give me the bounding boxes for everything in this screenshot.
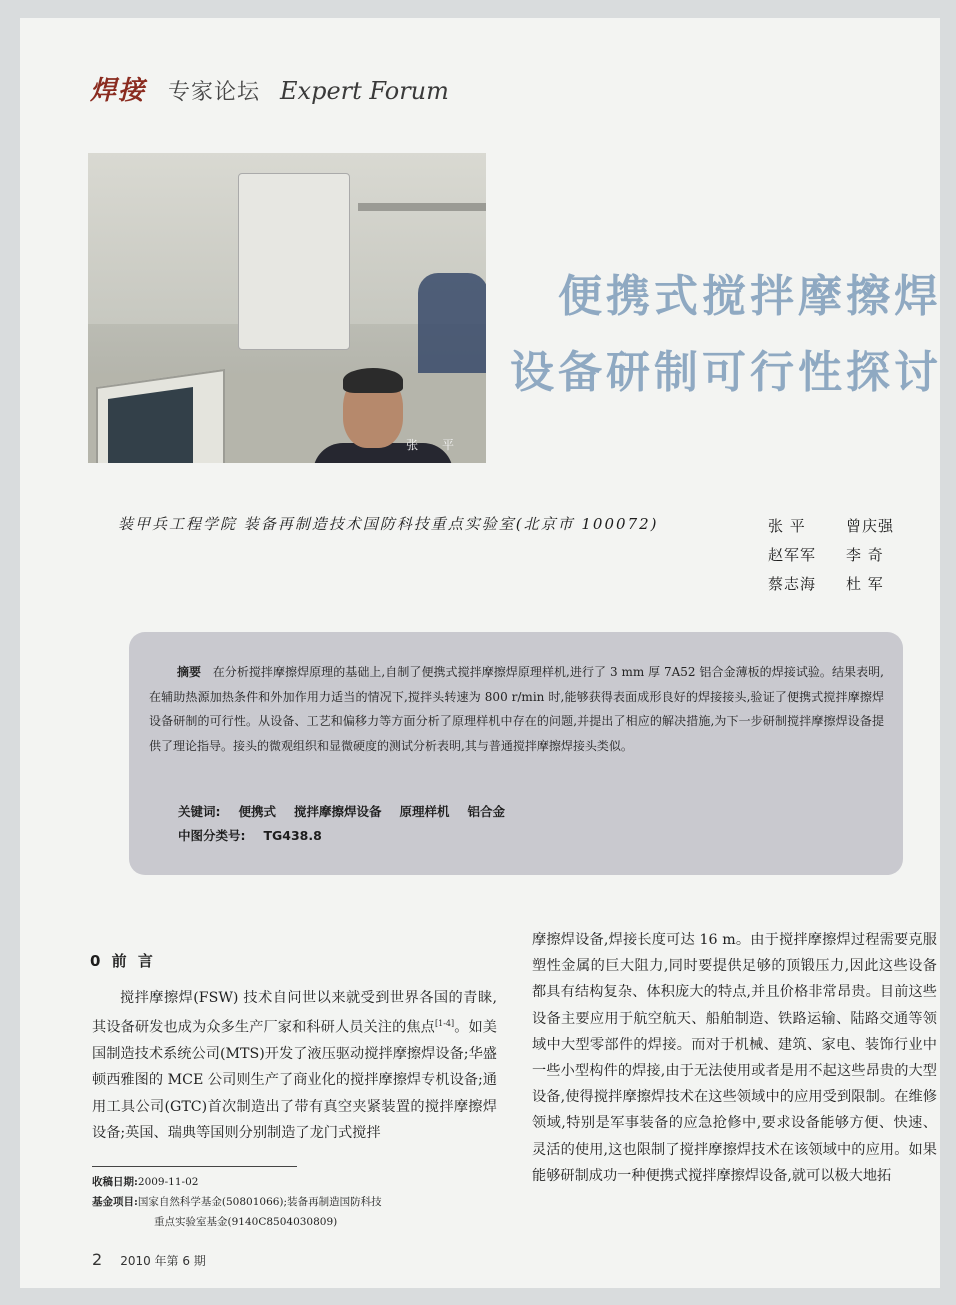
clc-code: TG438.8 <box>263 828 322 843</box>
body-left-text-1: 搅拌摩擦焊(FSW) 技术自问世以来就受到世界各国的青睐,其设备研发也成为众多生产厂家和科研人员关注的焦点 <box>92 990 497 1036</box>
footnote <box>92 1172 382 1232</box>
photo-caption: 张 平 <box>406 438 464 452</box>
received-label: 收稿日期: <box>92 1176 138 1188</box>
abstract-label: 摘要 <box>177 665 202 679</box>
author-name: 张 平 <box>768 517 806 535</box>
received-date: 2009-11-02 <box>137 1176 199 1188</box>
keyword: 便携式 <box>238 804 276 819</box>
author-row <box>768 512 916 541</box>
author-name: 赵军军 <box>768 546 817 564</box>
abstract-body: 在分析搅拌摩擦焊原理的基础上,自制了便携式搅拌摩擦焊原理样机,进行了 3 mm 厚 7A52 铝合金薄板的焊接试验。结果表明,在辅助热源加热条件和外加作用力适当的情况下,搅拌头转速为 800 r/min 时,能够获得表面成形良好的焊接接头,验证了便携式搅拌摩擦焊设备研制的可行性。从设备、工艺和偏移力等方面分析了原理样机中存在的问题,并提出了相应的解决措施,为下一步研制搅拌摩擦焊设备提供了理论指导。接头的微观组织和显微硬度的测试分析表明,其与普通搅拌摩擦焊接头类似。 <box>149 665 884 753</box>
issue-label: 2010 年第 6 期 <box>120 1254 206 1268</box>
page-footer <box>92 1250 206 1269</box>
section-heading: 0 前 言 <box>90 952 156 970</box>
title-line-2: 设备研制可行性探讨 <box>510 347 942 398</box>
abstract-box <box>129 632 903 875</box>
article-title <box>510 268 942 402</box>
photo-shelf <box>358 203 486 211</box>
page-number: 2 <box>92 1250 103 1269</box>
column-name-en: Expert Forum <box>280 77 449 105</box>
keywords-line <box>178 800 505 824</box>
author-name: 蔡志海 <box>768 575 817 593</box>
photo-screen <box>108 387 193 463</box>
keywords-label: 关键词: <box>178 804 221 819</box>
clc-label: 中图分类号: <box>178 828 246 843</box>
keyword: 铝合金 <box>467 804 505 819</box>
photo-microscope <box>238 173 350 350</box>
body-left-column <box>92 985 497 1146</box>
fund-text-1: 国家自然科学基金(50801066);装备再制造国防科技 <box>137 1196 382 1208</box>
journal-logo: 焊接 <box>90 76 147 106</box>
body-left-text-2: 。如美国制造技术系统公司(MTS)开发了液压驱动搅拌摩擦焊设备;华盛顿西雅图的 MCE 公司则生产了商业化的搅拌摩擦焊专机设备;通用工具公司(GTC)首次制造出了带有真空夹紧装置的搅拌摩擦焊设备;英国、瑞典等国则分别制造了龙门式搅拌 <box>92 1019 497 1141</box>
column-name: 专家论坛 <box>168 80 261 105</box>
keyword: 搅拌摩擦焊设备 <box>293 804 382 819</box>
author-name: 李 奇 <box>846 546 884 564</box>
keyword: 原理样机 <box>399 804 450 819</box>
author-row <box>768 541 916 570</box>
fund-line <box>92 1192 382 1212</box>
citation-ref: [1-4] <box>434 1019 455 1029</box>
author-row <box>768 570 916 599</box>
author-photo <box>88 153 486 463</box>
photo-person-hair <box>343 368 403 393</box>
fund-line-2: 重点实验室基金(9140C8504030809) <box>154 1216 338 1228</box>
page-header <box>90 70 449 110</box>
fund-label: 基金项目: <box>92 1196 138 1208</box>
keywords-block <box>178 800 505 848</box>
author-name: 杜 军 <box>846 575 884 593</box>
body-right-column: 摩擦焊设备,焊接长度可达 16 m。由于搅拌摩擦焊过程需要克服塑性金属的巨大阻力,同时要提供足够的顶锻压力,因此这些设备都具有结构复杂、体积庞大的特点,并且价格非常昂贵。目前这些设备主要应用于航空航天、船舶制造、铁路运输、陆路交通等领域中大型零部件的焊接。而对于机械、建筑、家电、装饰行业中一些小型构件的焊接,由于无法使用或者是用不起这些昂贵的大型设备,使得搅拌摩擦焊技术在这些领域中的应用受到限制。在维修领域,特别是军事装备的应急抢修中,要求设备能够方便、快速、灵活的使用,这也限制了搅拌摩擦焊技术在该领域中的应用。如果能够研制成功一种便携式搅拌摩擦焊设备,就可以极大地拓 <box>532 932 937 1184</box>
clc-line <box>178 824 505 848</box>
author-name: 曾庆强 <box>846 517 895 535</box>
author-list <box>768 512 916 599</box>
received-line <box>92 1172 382 1192</box>
abstract-text <box>149 660 884 758</box>
affiliation: 装甲兵工程学院 装备再制造技术国防科技重点实验室(北京市 100072) <box>118 515 659 533</box>
title-line-1: 便携式搅拌摩擦焊 <box>558 271 942 322</box>
footnote-rule <box>92 1166 297 1167</box>
